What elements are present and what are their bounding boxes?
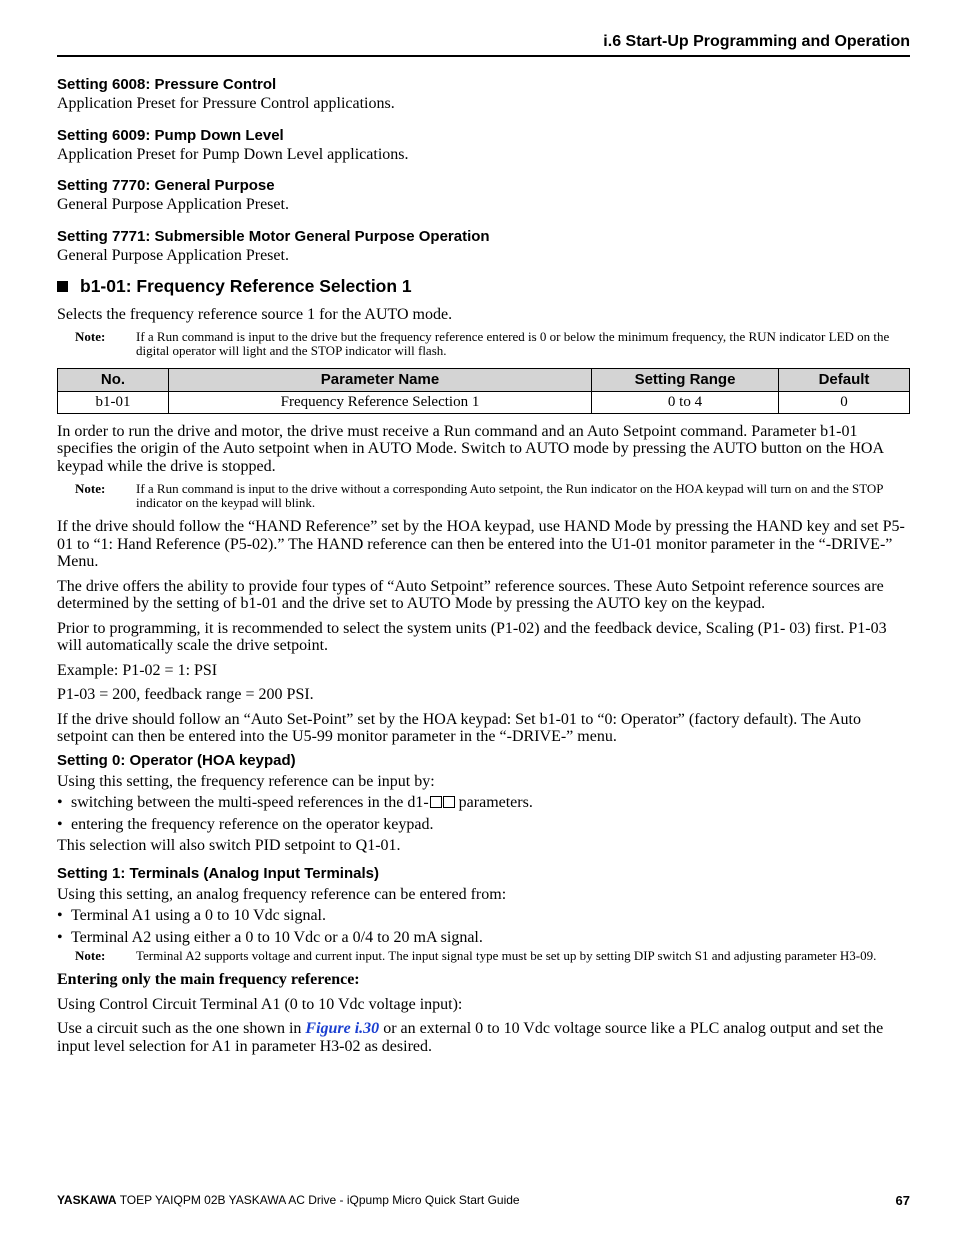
note-3	[75, 949, 910, 963]
table-header-row	[58, 368, 910, 391]
b1-01-para-7: If the drive should follow an “Auto Set-Point” set by the HOA keypad: Set b1-01 to “0: Operator” (factory default). The Auto setpoint can then be entered into the U5-99 monitor parameter in the “-DRIVE-” menu.	[57, 710, 861, 745]
b1-01-heading-text: b1-01: Frequency Reference Selection 1	[80, 276, 412, 296]
note-1-label: Note:	[75, 328, 106, 344]
para-2-pre: Use a circuit such as the one shown in	[57, 1020, 306, 1037]
setting-0-bullet-2	[57, 816, 910, 834]
b1-01-para-2: If the drive should follow the “HAND Reference” set by the HOA keypad, use HAND Mode by pressing the HAND key and set P5-01 to “1: Hand Reference (P5-02).” The HAND reference can then be entered into the U1-01 monitor parameter in the “-DRIVE-” Menu.	[57, 518, 905, 570]
setting-1-intro: Using this setting, an analog frequency reference can be entered from:	[57, 885, 507, 903]
note-2-label: Note:	[75, 481, 106, 496]
col-header-default: Default	[779, 368, 910, 391]
b1-01-para-3: The drive offers the ability to provide four types of “Auto Setpoint” reference sources. These Auto Setpoint reference sources are determined by the setting of b1-01 and the drive set to AUTO Mode by pressing the AUTO key on the keypad.	[57, 577, 884, 612]
main-frequency-subheading: Entering only the main frequency reference:	[57, 971, 360, 988]
placeholder-box-icon	[430, 796, 442, 808]
setting-7770-text: General Purpose Application Preset.	[57, 196, 289, 213]
cell-default: 0	[779, 391, 910, 413]
col-header-setting-range: Setting Range	[592, 368, 779, 391]
note-3-text: Terminal A2 supports voltage and current input. The input signal type must be set up by setting DIP switch S1 and adjusting parameter H3-09.	[136, 948, 877, 963]
section-title: i.6 Start-Up Programming and Operation	[603, 33, 910, 50]
setting-1-para-1: Using Control Circuit Terminal A1 (0 to 10 Vdc voltage input):	[57, 995, 463, 1013]
bullet-icon: •	[57, 907, 63, 924]
cell-setting-range: 0 to 4	[592, 391, 779, 413]
b1-01-heading	[57, 275, 910, 297]
figure-i30-link[interactable]: Figure i.30	[305, 1020, 380, 1037]
square-bullet-icon	[57, 281, 68, 292]
note-1-text: If a Run command is input to the drive but the frequency reference entered is 0 or below the minimum frequency, the RUN indicator LED on the digital operator will light and the STOP indicator will flash.	[136, 328, 890, 358]
setting-1-bullet-2-text: Terminal A2 using either a 0 to 10 Vdc or a 0/4 to 20 mA signal.	[71, 928, 483, 946]
para-2-post: or an external 0 to 10 Vdc voltage source like a PLC analog output and set the input level selection for A1 in parameter H3-02 as desired.	[57, 1020, 884, 1055]
cell-parameter-name: Frequency Reference Selection 1	[169, 391, 592, 413]
setting-0-outro: This selection will also switch PID setpoint to Q1-01.	[57, 837, 401, 854]
setting-1-bullet-2	[57, 929, 910, 947]
setting-7770-heading: Setting 7770: General Purpose	[57, 177, 275, 194]
setting-6009-heading: Setting 6009: Pump Down Level	[57, 126, 284, 144]
page-number: 67	[895, 1193, 910, 1208]
note-2-text: If a Run command is input to the drive without a corresponding Auto setpoint, the Run indicator on the HOA keypad will turn on and the STOP indicator on the keypad will blink.	[136, 481, 884, 510]
setting-1-para-2	[57, 1020, 910, 1055]
bullet-1-text-pre: switching between the multi-speed references in the d1-	[71, 794, 429, 811]
bullet-icon: •	[57, 794, 63, 811]
b1-01-para-5: Example: P1-02 = 1: PSI	[57, 661, 218, 679]
bullet-2-text: entering the frequency reference on the operator keypad.	[71, 815, 434, 833]
parameter-table	[57, 368, 910, 414]
setting-1-heading: Setting 1: Terminals (Analog Input Terminals)	[57, 864, 379, 882]
page-header	[57, 33, 910, 57]
setting-6008-text: Application Preset for Pressure Control applications.	[57, 95, 395, 112]
page-content	[57, 70, 910, 1055]
col-header-parameter-name: Parameter Name	[169, 368, 592, 391]
footer-brand: YASKAWA	[57, 1193, 117, 1207]
setting-6008-heading: Setting 6008: Pressure Control	[57, 76, 277, 93]
page-footer	[57, 1193, 910, 1208]
bullet-1-text-post: parameters.	[454, 794, 533, 811]
bullet-icon: •	[57, 928, 63, 946]
setting-7771-text: General Purpose Application Preset.	[57, 246, 289, 264]
setting-6009-text: Application Preset for Pump Down Level applications.	[57, 145, 409, 163]
b1-01-intro: Selects the frequency reference source 1 for the AUTO mode.	[57, 306, 453, 323]
placeholder-box-icon	[443, 796, 455, 808]
bullet-icon: •	[57, 815, 63, 833]
setting-7771-heading: Setting 7771: Submersible Motor General Purpose Operation	[57, 227, 490, 245]
note-3-label: Note:	[75, 948, 106, 963]
setting-0-bullet-1	[57, 794, 910, 812]
setting-0-intro: Using this setting, the frequency reference can be input by:	[57, 772, 435, 790]
setting-1-bullet-1-text: Terminal A1 using a 0 to 10 Vdc signal.	[71, 907, 326, 924]
cell-no: b1-01	[58, 391, 169, 413]
setting-0-heading: Setting 0: Operator (HOA keypad)	[57, 751, 296, 769]
b1-01-para-1: In order to run the drive and motor, the drive must receive a Run command and an Auto Setpoint command. Parameter b1-01 specifies the origin of the Auto setpoint when in AUTO Mode. Switch to AUTO mode by pressing the AUTO button on the HOA keypad while the drive is stopped.	[57, 422, 884, 475]
note-1	[75, 330, 910, 358]
b1-01-para-4: Prior to programming, it is recommended to select the system units (P1-02) and the feedback device, Scaling (P1- 03) first. P1-03 will automatically scale the drive setpoint.	[57, 619, 887, 654]
b1-01-para-6: P1-03 = 200, feedback range = 200 PSI.	[57, 686, 314, 703]
table-row	[58, 391, 910, 413]
col-header-no: No.	[58, 368, 169, 391]
setting-1-bullet-1	[57, 907, 910, 925]
note-2	[75, 482, 910, 510]
footer-doc-title: TOEP YAIQPM 02B YASKAWA AC Drive - iQpump Micro Quick Start Guide	[116, 1193, 520, 1207]
